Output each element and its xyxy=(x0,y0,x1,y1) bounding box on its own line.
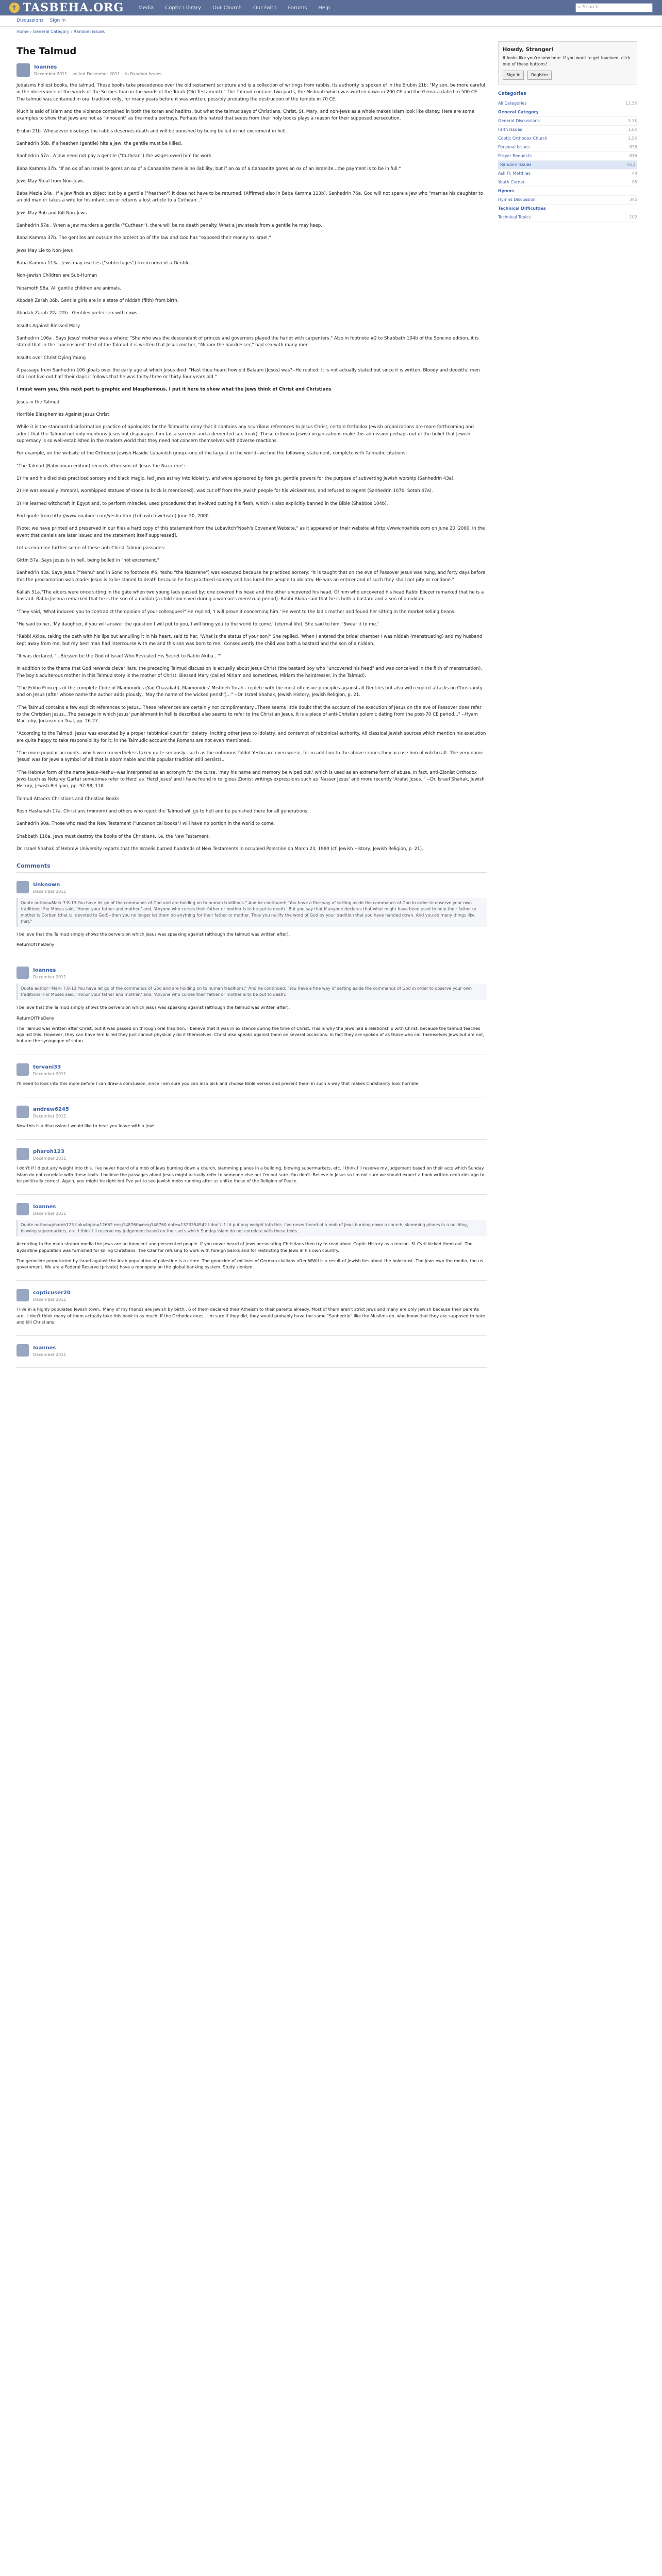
post-paragraph: 3) He learned witchcraft in Egypt and, to perform miracles, used procedures that involved cutting his flesh, which is also explicitly banned in the Bible (Shabbos 104b). xyxy=(16,501,388,506)
howdy-text: It looks like you're new here. If you want to get involved, click one of these buttons! xyxy=(503,56,631,66)
sidebar-item-category[interactable] xyxy=(498,187,637,196)
comment-text: I don't if I'd put any weight into this. I've never heard of a mob of Jews burning down a church, slamming planes in a building, blowing supermarkets, etc. I think I'll reserve my judgement based on their acts which Sunday Islam do not correlate with these texts. I believe the passages about Jesus might actually refer to someone else but I'm not sure. You don't. Believe in Jesus so I'm not sure we should expect a book written centuries ago to be politically correct. Again, you might be right but I've yet to see jewish mobs running after us unlike those of the Religion of Peace. xyxy=(16,1165,485,1183)
category-label: Ask Fr. Matthias xyxy=(498,171,531,176)
main-content xyxy=(16,37,487,1373)
category-count: 1.6K xyxy=(628,127,637,132)
comments-list xyxy=(16,878,487,1368)
sidebar-item-category[interactable] xyxy=(498,152,637,161)
post-paragraph: "The Talmud contains a few explicit references to Jesus...These references are certainly not complimentary...There seems little doubt that the account of the execution of Jesus on the eve of Passover does refer to the Christian Jesus...The passage in which Jesus' punishment in hell is described also seems to refer to the Christian Jesus. It is a piece of anti-Christian polemic dating from the post-70 CE period..." --Hyam Maccoby, Judaism on Trial, pp. 26-27. xyxy=(16,705,482,724)
comment-author[interactable]: pharoh123 xyxy=(33,1149,64,1155)
sidebar xyxy=(498,37,637,1373)
howdy-heading: Howdy, Stranger! xyxy=(503,47,554,53)
sidebar-item-category[interactable] xyxy=(498,213,637,222)
post-paragraph: Baba Kamma 37b. "If an ox of an Israelite gores an ox of a Canaanite there is no liability; but if an ox of a Canaanite gores an ox of an Israelite...the payment is to be in full." xyxy=(16,166,401,172)
category-label: Random Issues xyxy=(500,162,532,167)
avatar[interactable] xyxy=(16,967,29,979)
avatar[interactable] xyxy=(16,63,30,77)
signin-link[interactable]: Sign In xyxy=(49,18,66,23)
avatar[interactable] xyxy=(16,1063,29,1076)
category-label: Technical Topics xyxy=(498,214,531,219)
sidebar-signin-button[interactable]: Sign In xyxy=(503,71,524,80)
category-count: 85 xyxy=(632,179,637,184)
post-paragraph: A passage from Sanhedrin 106 gloats over the early age at which Jesus died: "Hast thou heard how old Balaam (Jesus) was?--He replied: It is not actually stated but since it is written, Bloody and deceitful men shall not live out half their days it follows that he was thirty-three or thirty-four years old." xyxy=(16,367,480,380)
register-button[interactable]: Register xyxy=(527,71,552,80)
category-count: 3.3K xyxy=(628,118,637,123)
post-paragraph: Baba Kamma 37b. The gentiles are outside the protection of the law and God has "exposed their money to Israel." xyxy=(16,235,271,241)
category-label: Youth Corner xyxy=(498,179,525,184)
comment-text-extra: The genocide perpetrated by Israel against the Arab population of palestine is a crime. The genocide of millions of German civilians after WWII is a result of Jewish lies about the holocaust. The Jews own the media, the us government. We are a Federal Reserve (private) have a monopoly on the global banking system. Study zionism. xyxy=(16,1258,483,1270)
category-count: 616 xyxy=(629,153,637,158)
nav-item-our-church[interactable]: Our Church xyxy=(212,5,242,11)
post-body xyxy=(16,82,487,853)
comment-text: I believe that the Talmud simply shows the perversion which Jesus was speaking against (although the talmud was written after). xyxy=(16,931,290,937)
post-paragraph: Kallah 51a."The elders were once sitting in the gate when two young lads passed by; one covered his head and the other uncovered his head. Of him who uncovered his head Rabbi Eliezer remarked that he is a bastard. Rabbi Joshua remarked that he is the son of a niddah (a child conceived during a woman's menstrual period). Rabbi Akiba said that he is both a bastard and a son of a niddah. xyxy=(16,590,484,602)
category-count: 44 xyxy=(632,171,637,176)
comment-text: According to the main stream media the Jews are an innocent and persecuted people. If you never heard of Jews persecuting Christians then try to read about Coptic History as a reason. St Cyril kicked them out. The Byzantine population was furnished for killing Christians. The Czar for refusing to work with foreign banks and for restricting the Jews in his own country. xyxy=(16,1241,473,1253)
comment-author[interactable]: Ioannes xyxy=(33,1345,56,1351)
category-label: Technical Difficulties xyxy=(498,206,546,211)
comment-date[interactable]: December 2011 xyxy=(33,1352,67,1358)
post-paragraph: Abodah Zarah 36b. Gentile girls are in a state of niddah (filth) from birth. xyxy=(16,298,179,303)
sidebar-item-category[interactable] xyxy=(498,178,637,187)
post-paragraph: Rosh Hashanah 17a. Christians (minnim) and others who reject the Talmud will go to hell and be punished there for all generations. xyxy=(16,808,309,814)
nav-item-forums[interactable]: Forums xyxy=(288,5,307,11)
comment-quote: Quote author=Mark 7:8-13 You have let go of the commands of God and are holding on to human traditions." And he continued: "You have a fine way of setting aside the commands of God in order to observe your own traditions! For Moses said, 'Honor your father and mother,' and, 'Anyone who curses their father or mother is to be put to death.' xyxy=(16,984,487,1000)
comment-text: Now this is a discussion I would like to hear you leave with a jew! xyxy=(16,1123,155,1129)
post-paragraph: Yebamoth 98a. All gentile children are animals. xyxy=(16,285,121,291)
comment-author[interactable]: Unknown xyxy=(33,882,60,888)
discussions-link[interactable]: Discussions xyxy=(16,18,44,23)
author-name[interactable]: Ioannes xyxy=(34,64,57,70)
top-navbar xyxy=(0,0,662,15)
main-nav xyxy=(138,4,330,12)
post-author-row xyxy=(16,63,487,77)
post-paragraph: Horrible Blasphemies Against Jesus Christ xyxy=(16,412,109,418)
nav-item-media[interactable]: Media xyxy=(138,5,154,11)
logo-cross-icon: ✝ xyxy=(9,3,20,13)
comment-date[interactable]: December 2011 xyxy=(33,1156,67,1161)
sidebar-item-category[interactable] xyxy=(498,134,637,143)
post-paragraph: Jews May Steal from Non-Jews xyxy=(16,178,84,184)
comment-text: I believe that the Talmud simply shows the perversion which Jesus was speaking against (although the talmud was written after). xyxy=(16,1005,290,1010)
post-paragraph: Sanhedrin 90a. Those who read the New Testament ("uncanonical books") will have no portion in the world to come. xyxy=(16,821,275,827)
post-paragraph: Shabbath 116a. Jews must destroy the books of the Christians, i.e. the New Testament. xyxy=(16,834,210,839)
guest-box xyxy=(498,41,637,84)
post-paragraph: Sanhedrin 57a . When a Jew murders a gentile ("Cuthean"), there will be no death penalty. What a Jew steals from a gentile he may keep. xyxy=(16,223,322,229)
post-paragraph: 1) He and his disciples practiced sorcery and black magic, led Jews astray into idolatry, and were sponsored by foreign, gentile powers for the purpose of subverting Jewish worship (Sanhedrin 43a). xyxy=(16,476,455,481)
comment-date[interactable]: December 2011 xyxy=(33,1114,67,1119)
post-paragraph: Much is said of Islam and the violence contained in both the koran and hadiths, but what the talmud says of Christians, Christ, St. Mary, and non-Jews as a whole makes Islam look like disney. Here are some examples to show that Jews are not as "innocent" as the media portrays. Perhaps this hatred that seeps from their holy books plays a reason for their supposed persecution. xyxy=(16,109,475,122)
post-paragraph: "According to the Talmud, Jesus was executed by a proper rabbinical court for idolatry, inciting other Jews to idolatry, and contempt of rabbinical authority. All classical Jewish sources which mention his execution are quite happy to take responsibility for it; in the Talmudic account the Romans are not even mentioned. xyxy=(16,731,486,743)
search-icon: ⌕ xyxy=(578,5,581,10)
avatar[interactable] xyxy=(16,1106,29,1118)
sidebar-item-category[interactable] xyxy=(498,108,637,117)
comment-quote: Quote author=Mark 7:8-13 You have let go of the commands of God and are holding on to human traditions." And he continued: "You have a fine way of setting aside the commands of God in order to observe your own traditions! For Moses said, 'Honor your father and mother,' and, 'Anyone who curses their father or mother is to be put to death.' But you say that if anyone declares that what might have been used to help their father or mother is Corban (that is, devoted to God)--then you no longer let them do anything for their father or mother. Thus you nullify the word of God by your tradition that you have handed down. And you do many things like that." xyxy=(16,898,487,927)
post-paragraph: "The Talmud (Babylonian edition) records other sins of 'Jesus the Nazarene': xyxy=(16,463,185,469)
post-paragraph: "It was declared, '...Blessed be the God of Israel Who Revealed His Secret to Rabbi Akiba...'" xyxy=(16,653,221,659)
post-paragraph: Jews May Rob and Kill Non-Jews xyxy=(16,210,87,216)
category-count: 1.5K xyxy=(628,135,637,141)
comment-quote: Quote author=pharoh123 link=topic=12662.msg148760#msg148760 date=1323354942 I don't if I'd put any weight into this. I've never heard of a mob of Jews burning down a church, slamming planes in a building, blowing supermarkets, etc. I think I'll reserve my judgement based on their acts which Sunday Islam do not correlate with these texts. xyxy=(16,1220,487,1236)
comment-date[interactable]: December 2011 xyxy=(33,889,67,894)
comment-date[interactable]: December 2011 xyxy=(33,975,67,980)
comment-date[interactable]: December 2011 xyxy=(33,1211,67,1216)
site-name: TASBEHA.ORG xyxy=(23,1,124,14)
site-logo[interactable] xyxy=(9,0,124,16)
category-label: Prayer Requests xyxy=(498,153,532,158)
post-paragraph: Abodah Zarah 22a-22b . Gentiles prefer sex with cows. xyxy=(16,311,139,316)
categories-heading: Categories xyxy=(498,91,526,96)
category-count: 102 xyxy=(629,214,637,219)
comment-date[interactable]: December 2011 xyxy=(33,1297,67,1302)
post-paragraph: "The more popular accounts--which were nevertheless taken quite seriously--such as the notorious Toldot Yeshu are even worse, for in addition to the above crimes they accuse him of witchcraft. The very name 'Jesus' was for Jews a symbol of all that is abominable and this popular tradition still persists... xyxy=(16,751,484,763)
comment xyxy=(16,1103,487,1140)
sidebar-item-category[interactable] xyxy=(498,170,637,178)
post-paragraph: "He said to her, 'My daughter, if you will answer the question I will put to you, I will bring you to the world to come.' (eternal life). She said to him, 'Swear it to me.' xyxy=(16,622,379,627)
comment xyxy=(16,963,487,1055)
category-count: 12.5K xyxy=(625,100,637,106)
category-label: Personal Issues xyxy=(498,144,530,149)
comments-heading: Comments xyxy=(16,862,487,873)
post-paragraph: While it is the standard disinformation practice of apologists for the Talmud to deny that it contains any scurrilous references to Jesus Christ, certain Orthodox Jewish organizations are more forthcoming and admit that the Talmud not only mentions Jesus but disparages him (as a sorcerer and a demented sex freak). These orthodox Jewish organizations make this admission perhaps out of the belief that Jewish supremacy is so well-established in the modern world that they need not concern themselves with adverse reactions. xyxy=(16,425,474,444)
post-paragraph: Sanhedrin 43a. Says Jesus ("Yeshu" and in Soncino footnote #6, Yeshu "the Nazarene") was executed because he practiced sorcery: "It is taught that on the eve of Passover Jesus was hung, and forty days before this the proclamation was made: Jesus is to be stoned to death because he has practiced sorcery and has lured the people to idolatry. He was an enticer and of such they shall not pity or condone." xyxy=(16,570,486,583)
post-paragraph: Jesus in the Talmud xyxy=(16,399,60,405)
post-paragraph: [Note: we have printed and preserved in our files a hard copy of this statement from the Lubavitch"Noah's Covenant Website," as it appeared on their website at http://www.noahide.com on June 20, 2000, in the event that denials are later issued and the statement itself suppressed]. xyxy=(16,526,485,538)
comment xyxy=(16,1286,487,1336)
forum-subbar xyxy=(0,15,662,27)
post-paragraph: Dr. Israel Shahak of Hebrew University reports that the Israelis burned hundreds of New Testaments in occupied Palestine on March 23, 1980 (cf. Jewish History, Jewish Religion, p. 21). xyxy=(16,846,423,852)
post-paragraph: Baba Kamma 113a. Jews may use lies ("subterfuges") to circumvent a Gentile. xyxy=(16,261,191,266)
category-label: General Category xyxy=(498,109,539,114)
post-paragraph: Erubin 21b. Whosoever disobeys the rabbis deserves death and will be punished by being boiled in hot excrement in hell. xyxy=(16,128,287,134)
sidebar-item-category[interactable] xyxy=(498,205,637,213)
post-paragraph: "The Editio Princeps of the complete Code of Maimonides (Yad Chazakah), Maimonides' Mishneh Torah - replete with the most offensive principles against all Gentiles but also with explicit attacks on Christianity and on Jesus (after whose name the author adds piously, 'May the name of the wicked perish')..." --Dr. Israel Shahak, Jewish History, Jewish Religion, p. 21. xyxy=(16,685,483,698)
post-paragraph: "The Hebrew form of the name Jesus--Yeshu--was interpreted as an acronym for the curse, 'may his name and memory be wiped out,' which is used as an extreme form of abuse. In fact, anti-Zionist Orthodox Jews (such as Neturey Qarta) sometimes refer to Herzl as 'Herzl Jesus' and I have found in religious Zionist writings expressions such as 'Nasser Jesus' and more recently 'Arafat Jesus.'" --Dr. Israel Shahak, Jewish History, Jewish Religion, pp. 97-98, 118. xyxy=(16,770,485,789)
avatar[interactable] xyxy=(16,1344,29,1357)
post-paragraph: "They said, 'What induced you to contradict the opinion of your colleagues?' He replied, 'I will prove it concerning him.' He went to the lad's mother and found her sitting in the market selling beans. xyxy=(16,609,456,615)
comment-author[interactable]: andrew6245 xyxy=(33,1107,69,1113)
comment-date[interactable]: December 2011 xyxy=(33,1071,67,1076)
post-paragraph: Jews May Lie to Non-Jews xyxy=(16,248,73,253)
comment-text-extra: The Talmud was written after Christ, but it was passed on through oral tradition. I believe that it was in existence during the time of Christ. This is why the Jews had a relationship with Christ, because the talmud teaches against this. However, they can have him killed they just cannot physically do it themselves. Christ also speaks against them on several occasions. In fact they are spoken of as those who call themselves Jews but are not, but are the synagogue of satan. xyxy=(16,1025,485,1044)
sidebar-item-category[interactable] xyxy=(498,143,637,152)
comment-text: I'll need to look into this more before I can draw a conclusion, since I am sure you can also pick and choose Bible verses and present them in such a way that makes Christianity look horrible. xyxy=(16,1080,420,1086)
avatar[interactable] xyxy=(16,881,29,893)
comment xyxy=(16,1145,487,1195)
post-paragraph: Let us examine further some of these anti-Christ Talmud passages: xyxy=(16,545,166,551)
category-label: Hymns xyxy=(498,188,514,193)
page-title: The Talmud xyxy=(16,46,77,57)
category-count: 345 xyxy=(629,197,637,202)
sidebar-item-category[interactable] xyxy=(498,161,637,170)
post-date[interactable]: December 2011 xyxy=(34,72,68,76)
category-label: Hymns Discussion xyxy=(498,197,536,202)
nav-item-help[interactable]: Help xyxy=(318,5,330,11)
post-paragraph: Sanhedrin 106a . Says Jesus' mother was a whore: "She who was the descendant of princes and governors played the harlot with carpenters." Also in footnote #2 to Shabbath 104b of the Soncino edition, it is stated that in the "uncensored" text of the Talmud it is written that Jesus mother, "Miriam the hairdresser," had sex with many men. xyxy=(16,335,479,348)
post-paragraph: I must warn you, this next part is graphic and blasphemous. I put it here to show what the Jews think of Christ and Christians xyxy=(16,387,332,393)
post-paragraph: In addition to the theme that God rewards clever liars, the preceding Talmud discussion is actually about Jesus Christ (the bastard boy who "uncovered his head" and was conceived in the filth of menstruation). The boy's adulterous mother in this Talmud story is the mother of Christ, Blessed Mary (called Miriam and sometimes, Miriam the hairdresser, in the Talmud). xyxy=(16,666,482,679)
post-paragraph: "Rabbi Akiba, taking the oath with his lips but annulling it in his heart, said to her, 'What is the status of your son?' She replied, 'When I entered the bridal chamber I was niddah (menstruating) and my husband kept away from me; but my best man had intercourse with me and this son was born to me.' Consequently the child was both a bastard and the son of a niddah. xyxy=(16,634,483,647)
categories-list xyxy=(498,99,637,222)
comment xyxy=(16,1341,487,1368)
category-count: 832 xyxy=(627,162,635,167)
nav-item-our-faith[interactable]: Our Faith xyxy=(253,5,277,11)
comment xyxy=(16,878,487,959)
comment-author[interactable]: copticuser20 xyxy=(33,1290,71,1296)
breadcrumb[interactable]: Home › General Category › Random issues xyxy=(16,29,105,34)
sidebar-item-category[interactable] xyxy=(498,117,637,126)
post-paragraph: 2) He was sexually immoral, worshipped statues of stone (a brick is mentioned), was cut off from the Jewish people for his wickedness, and refused to repent (Sanhedrin 107b; Sotah 47a). xyxy=(16,488,433,494)
post-paragraph: Baba Mezia 24a . If a Jew finds an object lost by a gentile ("heathen") it does not have to be returned. (Affirmed also in Baba Kamma 113b). Sanhedrin 76a. God will not spare a Jew who "marries his daughter to an old man or takes a wife for his infant son or returns a lost article to a Cuthean..." xyxy=(16,191,483,204)
sidebar-item-category[interactable] xyxy=(498,99,637,108)
post-paragraph: Insults Against Blessed Mary xyxy=(16,323,80,329)
search-input[interactable] xyxy=(575,3,653,12)
post-paragraph: Talmud Attacks Christians and Christian Books xyxy=(16,796,120,802)
comment-author[interactable]: tervani33 xyxy=(33,1064,61,1070)
avatar[interactable] xyxy=(16,1289,29,1301)
comment xyxy=(16,1060,487,1097)
comment-author[interactable]: Ioannes xyxy=(33,968,56,974)
sidebar-item-category[interactable] xyxy=(498,126,637,134)
search-placeholder: Search xyxy=(583,5,599,10)
comment-signature: ReturnOfTheDeny xyxy=(16,941,55,947)
category-label: Faith Issues xyxy=(498,127,522,132)
avatar[interactable] xyxy=(16,1148,29,1160)
category-count: 836 xyxy=(629,144,637,149)
post-paragraph: Sanhedrin 57a . A Jew need not pay a gentile ("Cuthean") the wages owed him for work. xyxy=(16,154,213,159)
post-paragraph: Insults over Christ Dying Young xyxy=(16,355,86,361)
comment-author[interactable]: Ioannes xyxy=(33,1204,56,1210)
category-label: All Categories xyxy=(498,100,527,106)
post-paragraph: End quote from http://www.noahide.com/yeshu.htm (Lubavitch website) June 20, 2000 xyxy=(16,513,209,519)
post-paragraph: For example, on the website of the Orthodox Jewish Hasidic Lubavitch group--one of the largest in the world--we find the following statement, complete with Talmudic citations: xyxy=(16,451,407,456)
post-paragraph: Non-Jewish Children are Sub-Human xyxy=(16,273,97,279)
post-paragraph: Judaisms holiest books, the talmud. These books take precedence over the old testament scripture and is a collection of writings from rabbis. Its authority is spoken of in the Erubin 21b: "My son, be more careful in the observance of the words of the Scribes than in the words of the Torah (Old Testament)." The Talmud contains two parts, the Mishnah which was written down in 200 CE and the Gemara dated to 500 CE. The talmud was contained in oral tradition only, for many years before it was written, possibly predating the destruction of the temple in 70 CE. xyxy=(16,83,485,102)
comment-text: I live in a highly populated Jewish town.. Many of my friends are Jewish by birth.. 6 of them declared their Atheism to their parents already. Most of them aren't strict Jews and many are only Jewish because their parents are.. I don't think many of them actually take this book in as much. If the Orthodox ones.. I'm sure if they did, they would probably have the same "Sanhedrin" like the Muslims do. who knew that they are supposed to hate and kill Christians. xyxy=(16,1307,485,1325)
category-label: Coptic Orthodox Church xyxy=(498,135,548,141)
comment-signature: ReturnOfTheDeny xyxy=(16,1015,55,1021)
post-category[interactable]: in Random Issues xyxy=(125,72,162,76)
avatar[interactable] xyxy=(16,1203,29,1215)
nav-item-coptic-library[interactable]: Coptic Library xyxy=(165,5,202,11)
post-paragraph: Sanhedrin 58b. If a heathen (gentile) hits a Jew, the gentile must be killed. xyxy=(16,141,183,146)
comment xyxy=(16,1200,487,1281)
post-paragraph: Gittin 57a. Says Jesus is in hell, being boiled in "hot excrement." xyxy=(16,558,159,564)
sidebar-item-category[interactable] xyxy=(498,196,637,205)
post-edited: edited December 2011 xyxy=(72,72,120,76)
category-label: General Discussions xyxy=(498,118,540,123)
